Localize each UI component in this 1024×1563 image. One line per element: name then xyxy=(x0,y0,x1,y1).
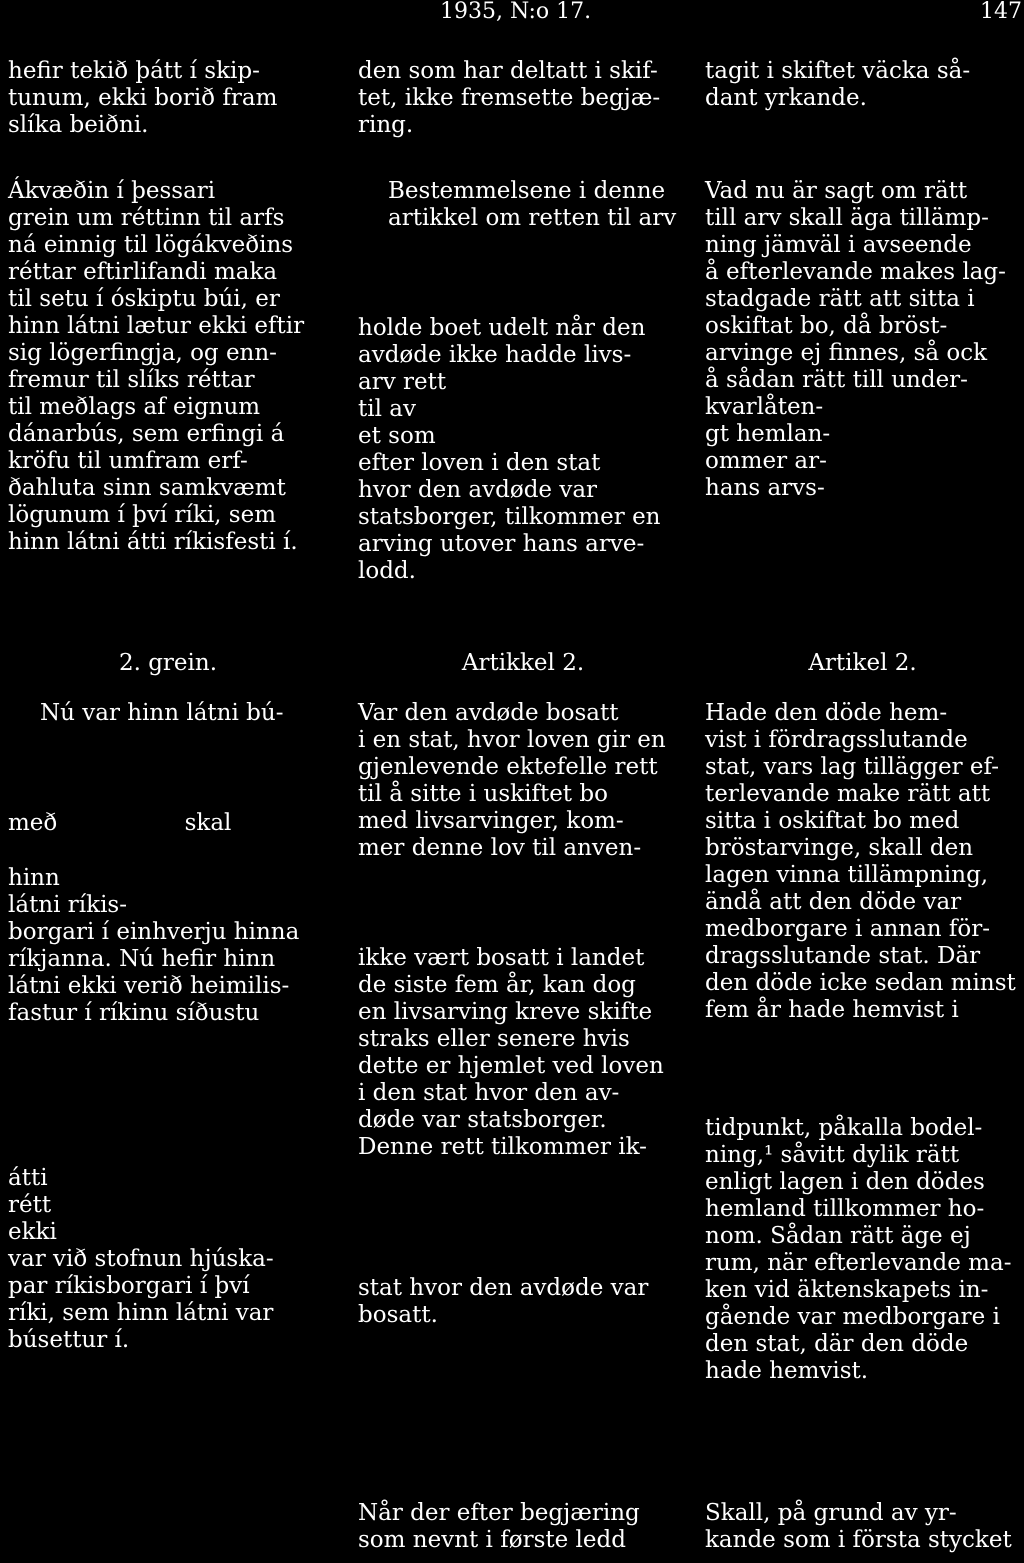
col2-paragraph-1: den som har deltatt i skif- tet, ikke fremsette begjæ- ring. xyxy=(358,58,661,138)
col1-paragraph-6: átti rétt ekki var við stofnun hjúska- par ríkisborgari í því ríki, sem hinn látni var búsettur í. xyxy=(8,1165,274,1353)
col2-paragraph-4: Var den avdøde bosatt i en stat, hvor loven gir en gjenlevende ektefelle rett til å sitte i uskiftet bo med livsarvinger, kom- mer denne lov til anven- xyxy=(358,700,666,861)
col2-heading: Artikkel 2. xyxy=(461,650,585,676)
col1-paragraph-3: Nú var hinn látni bú- xyxy=(40,700,284,726)
col1-heading: 2. grein. xyxy=(118,650,218,676)
page-number-header: 1935, N:o 17. xyxy=(440,0,592,24)
col3-paragraph-2: Vad nu är sagt om rätt till arv skall äga tillämp- ning jämväl i avseende å efterlevande makes lag- stadgade rätt att sitta i oskiftat bo, då bröst- arvinge ej finnes, så ock å sådan rätt till under- kvarlåten- gt hemlan- ommer ar- hans arvs- xyxy=(705,178,1006,501)
col3-paragraph-4: tidpunkt, påkalla bodel- ning,¹ såvitt dylik rätt enligt lagen i den dödes hemland tillkommer ho- nom. Sådan rätt äge ej rum, när efterlevande ma- ken vid äktenskapets in- gående var medborgare i den stat, där den döde hade hemvist. xyxy=(705,1115,1012,1384)
col2-paragraph-5: ikke vært bosatt i landet de siste fem år, kan dog en livsarving kreve skifte straks eller senere hvis dette er hjemlet ved loven i den stat hvor den av- døde var statsborger. Denne rett tilkommer ik- xyxy=(358,945,664,1160)
col1-paragraph-4: með skal xyxy=(8,810,232,836)
col2-paragraph-2: Bestemmelsene i denne artikkel om retten til arv xyxy=(388,178,677,231)
col2-paragraph-3: holde boet udelt når den avdøde ikke hadde livs- arv rett til av et som efter loven i den stat hvor den avdøde var statsborger, tilkommer en arving utover hans arve- lodd. xyxy=(358,315,661,584)
col1-paragraph-2: Ákvæðin í þessari grein um réttinn til arfs ná einnig til lögákveðins réttar eftirlifandi maka til setu í óskiptu búi, er hinn látni lætur ekki eftir sig lögerfingja, og enn- fremur til slíks réttar til meðlags af eignum dánarbús, sem erfingi á kröfu til umfram erf- ðahluta sinn samkvæmt lögunum í því ríki, sem hinn látni átti ríkisfesti í. xyxy=(8,178,305,555)
col3-paragraph-1: tagit i skiftet väcka så- dant yrkande. xyxy=(705,58,971,111)
col3-paragraph-3: Hade den döde hem- vist i fördragsslutande stat, vars lag tillägger ef- terlevande make rätt att sitta i oskiftat bo med bröstarvinge, skall den lagen vinna tillämpning, ändå att den döde var medborgare i annan för- dragsslutande stat. Där den döde icke sedan minst fem år hade hemvist i xyxy=(705,700,1016,1023)
col1-paragraph-5: hinn látni ríkis- borgari í einhverju hinna ríkjanna. Nú hefir hinn látni ekki verið heimilis- fastur í ríkinu síðustu xyxy=(8,865,300,1026)
col3-paragraph-5: Skall, på grund av yr- kande som i första stycket xyxy=(705,1500,1012,1553)
col2-paragraph-6: stat hvor den avdøde var bosatt. xyxy=(358,1275,649,1328)
col2-paragraph-7: Når der efter begjæring som nevnt i første ledd xyxy=(358,1500,640,1553)
col1-paragraph-1: hefir tekið þátt í skip- tunum, ekki borið fram slíka beiðni. xyxy=(8,58,278,138)
col3-heading: Artikel 2. xyxy=(808,650,917,676)
page-number: 147 xyxy=(980,0,1022,24)
